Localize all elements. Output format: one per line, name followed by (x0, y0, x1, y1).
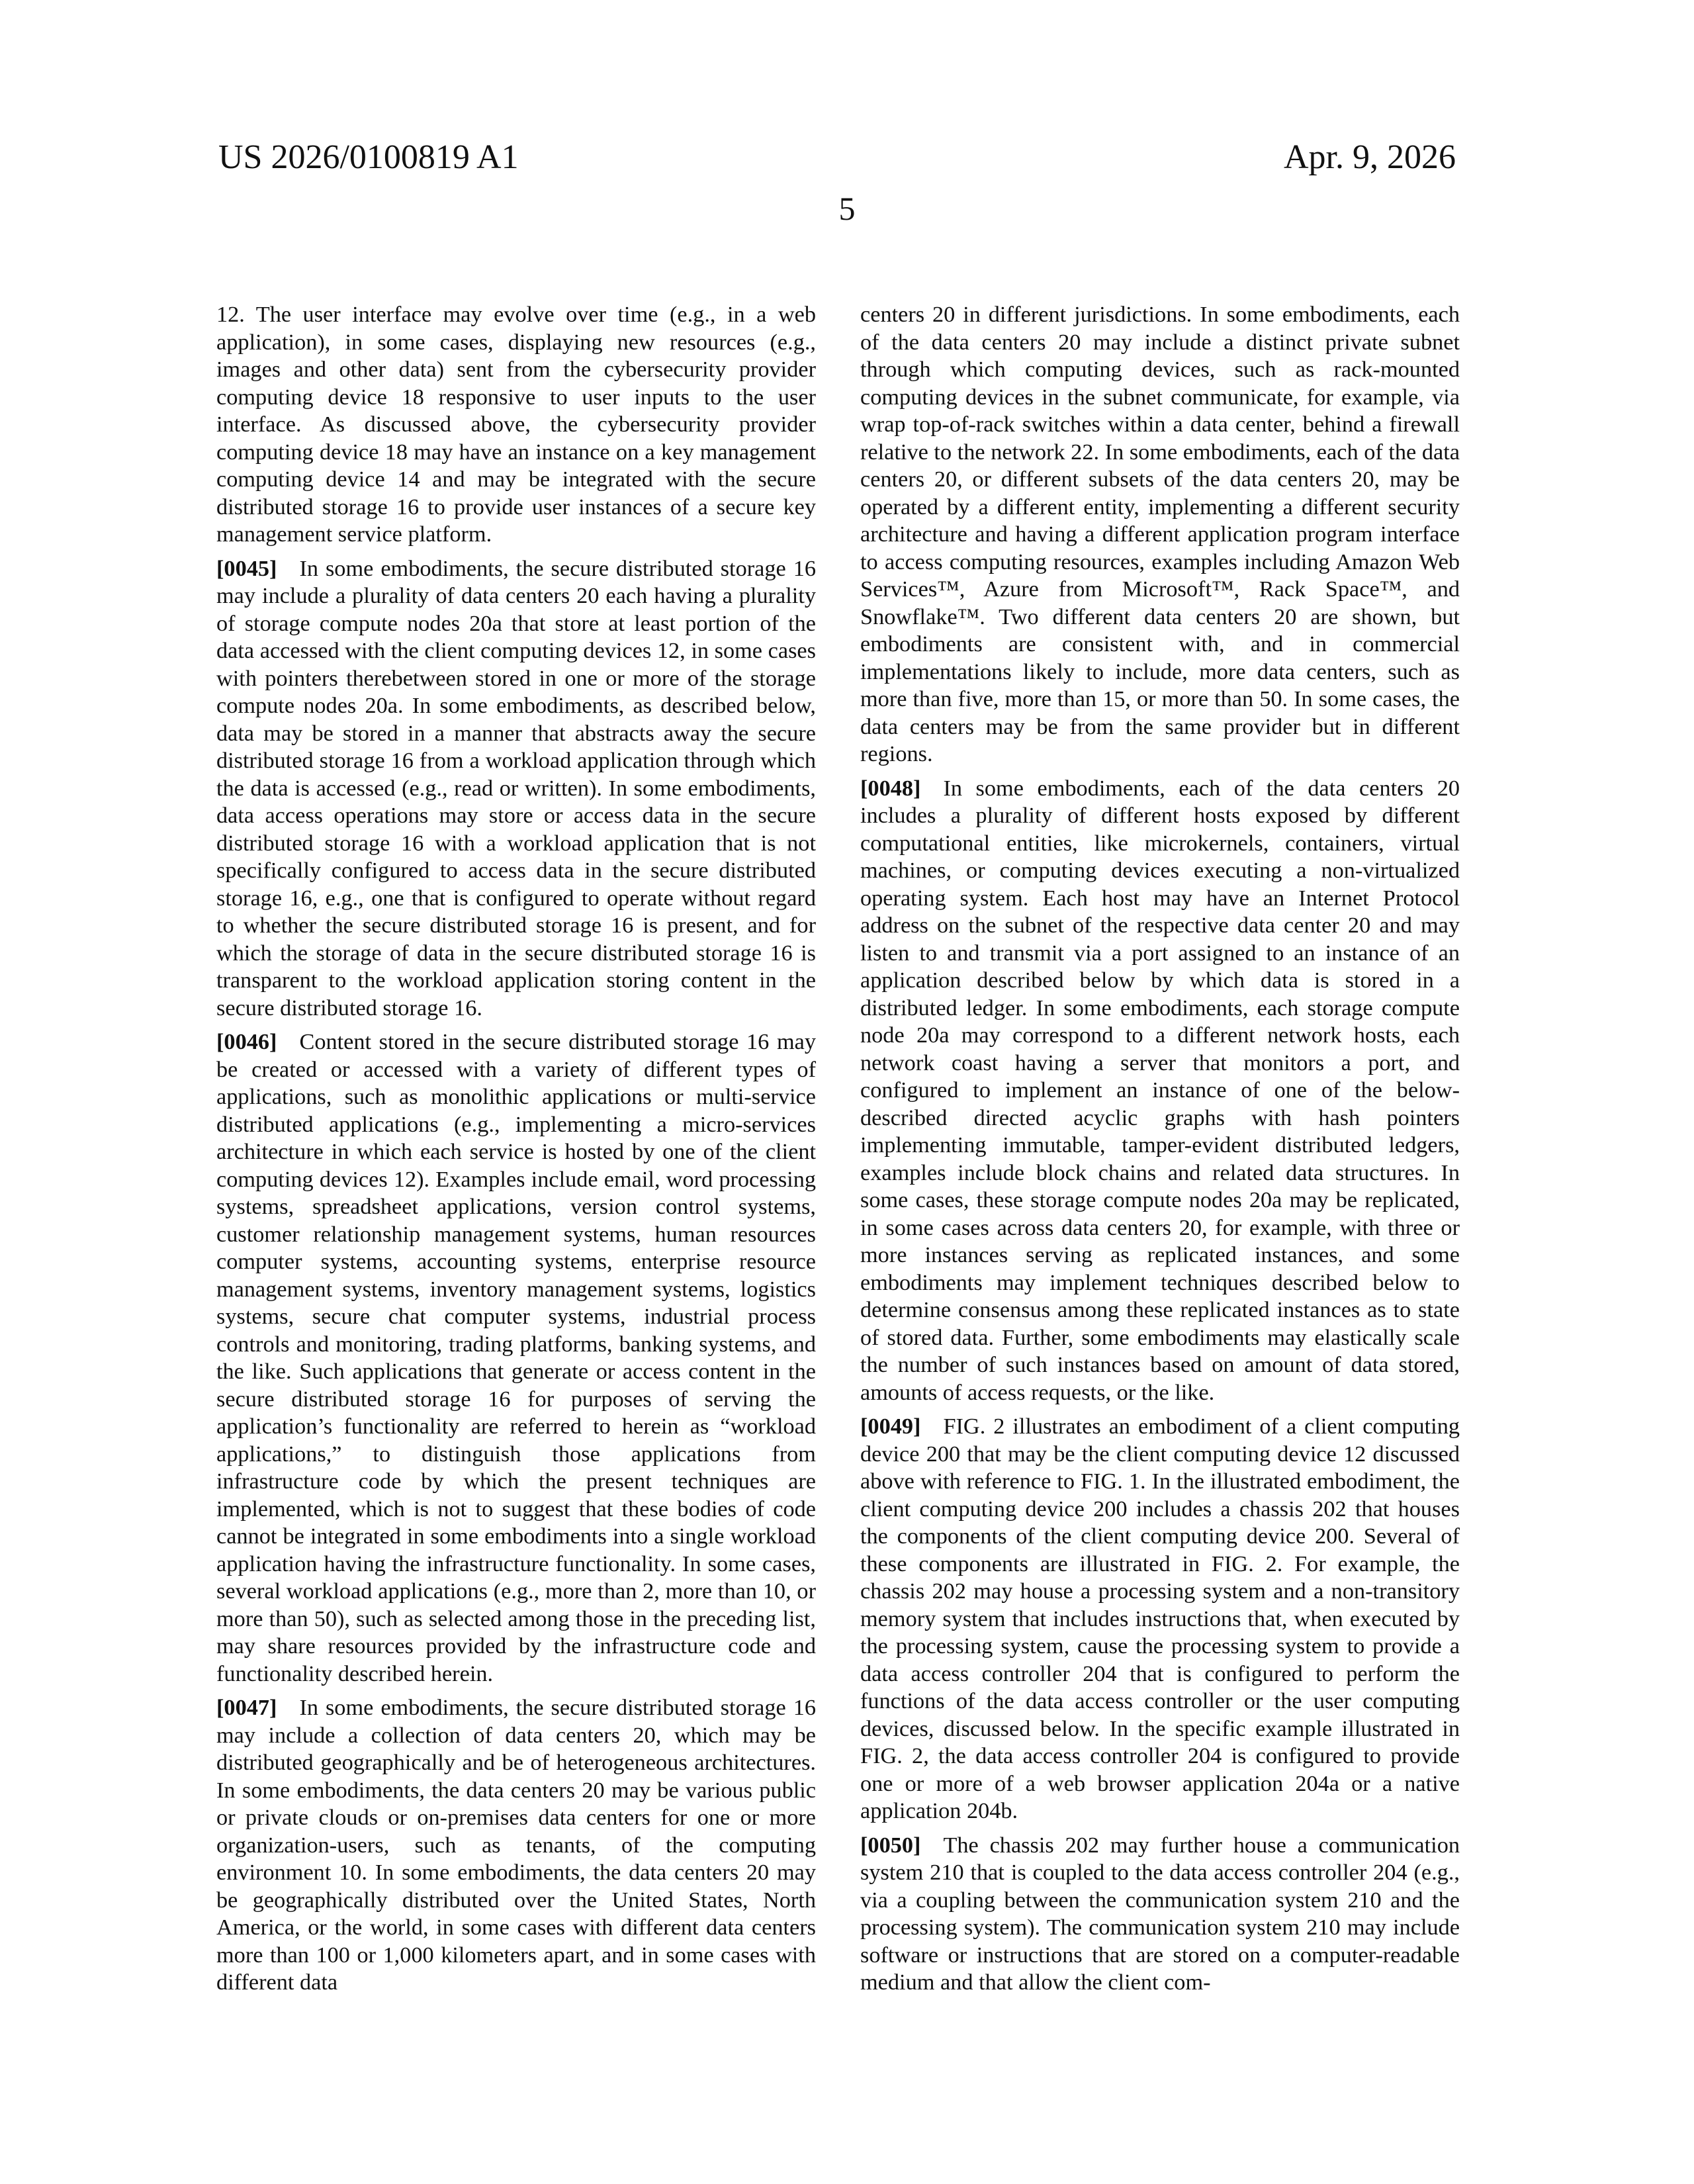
paragraph-number: [0047] (216, 1695, 277, 1720)
paragraph-0049 (860, 1413, 1460, 1825)
paragraph-number: [0046] (216, 1029, 277, 1054)
paragraph-0048 (860, 775, 1460, 1407)
paragraph-text: FIG. 2 illustrates an embodiment of a client computing device 200 that may be the client computing device 12 discussed above with reference to FIG. 1. In the illustrated embodiment, the client computing device 200 includes a chassis 202 that houses the components of the client computing device 200. Several of these components are illustrated in FIG. 2. For example, the chassis 202 may house a processing system and a non-transitory memory system that includes instructions that, when executed by the processing system, cause the processing system to provide a data access controller 204 that is configured to perform the functions of the data access controller or the user computing devices, discussed below. In the specific example illustrated in FIG. 2, the data access controller 204 is configured to provide one or more of a web browser application 204a or a native application 204b. (860, 1414, 1460, 1823)
paragraph-0047 (216, 1694, 816, 1997)
paragraph-text: Content stored in the secure distributed storage 16 may be created or accessed with a variety of different types of applications, such as monolithic applications or multi-service distributed applications (e.g., implementing a micro-services architecture in which each service is hosted by one of the client computing devices 12). Examples include email, word processing systems, spreadsheet applications, version control systems, customer relationship management systems, human resources computer systems, accounting systems, enterprise resource management systems, inventory management systems, logistics systems, secure chat computer systems, industrial process controls and monitoring, trading platforms, banking systems, and the like. Such applications that generate or access content in the secure distributed storage 16 for purposes of serving the application’s functionality are referred to herein as “workload applications,” to distinguish those applications from infrastructure code by which the present techniques are implemented, which is not to suggest that these bodies of code cannot be integrated in some embodiments into a single workload application having the infrastructure functionality. In some cases, several workload applications (e.g., more than 2, more than 10, or more than 50), such as selected among those in the preceding list, may share resources provided by the infrastructure code and functionality described herein. (216, 1029, 816, 1686)
left-column (216, 301, 816, 2003)
paragraph-text: In some embodiments, each of the data centers 20 includes a plurality of different hosts exposed by different computational entities, like microkernels, containers, virtual machines, or computing devices executing a non-virtualized operating system. Each host may have an Internet Protocol address on the subnet of the respective data center 20 and may listen to and transmit via a port assigned to an instance of an application described below by which data is stored in a distributed ledger. In some embodiments, each storage compute node 20a may correspond to a different network hosts, each network coast having a server that monitors a port, and configured to implement an instance of one of the below-described directed acyclic graphs with hash pointers implementing immutable, tamper-evident distributed ledgers, examples include block chains and related data structures. In some cases, these storage compute nodes 20a may be replicated, in some cases across data centers 20, for example, with three or more instances serving as replicated instances, and some embodiments may implement techniques described below to determine consensus among these replicated instances as to state of stored data. Further, some embodiments may elastically scale the number of such instances based on amount of data stored, amounts of access requests, or the like. (860, 775, 1460, 1405)
paragraph-continued: centers 20 in different jurisdictions. In some embodiments, each of the data centers 20 may include a distinct private subnet through which computing devices, such as rack-mounted computing devices in the subnet communicate, for example, via wrap top-of-rack switches within a data center, behind a firewall relative to the network 22. In some embodiments, each of the data centers 20, or different subsets of the data centers 20, may be operated by a different entity, implementing a different security architecture and having a different application program interface to access computing resources, examples including Amazon Web Services™, Azure from Microsoft™, Rack Space™, and Snowflake™. Two different data centers 20 are shown, but embodiments are consistent with, and in commercial implementations likely to include, more data centers, such as more than five, more than 15, or more than 50. In some cases, the data centers may be from the same provider but in different regions. (860, 302, 1460, 766)
paragraph-text: In some embodiments, the secure distributed storage 16 may include a collection of data centers 20, which may be distributed geographically and be of heterogeneous architectures. In some embodiments, the data centers 20 may be various public or private clouds or on-premises data centers for one or more organization-users, such as tenants, of the computing environment 10. In some embodiments, the data centers 20 may be geographically distributed over the United States, North America, or the world, in some cases with different data centers more than 100 or 1,000 kilometers apart, and in some cases with different data (216, 1695, 816, 1995)
paragraph-text: In some embodiments, the secure distributed storage 16 may include a plurality of data centers 20 each having a plurality of storage compute nodes 20a that store at least portion of the data accessed with the client computing devices 12, in some cases with pointers therebetween stored in one or more of the storage compute nodes 20a. In some embodiments, as described below, data may be stored in a manner that abstracts away the secure distributed storage 16 from a workload application through which the data is accessed (e.g., read or written). In some embodiments, data access operations may store or access data in the secure distributed storage 16 with a workload application that is not specifically configured to access data in the secure distributed storage 16, e.g., one that is configured to operate without regard to whether the secure distributed storage 16 is present, and for which the storage of data in the secure distributed storage 16 is transparent to the workload application storing content in the secure distributed storage 16. (216, 555, 816, 1021)
page-number: 5 (838, 190, 856, 227)
paragraph-0050 (860, 1832, 1460, 1997)
publication-number: US 2026/0100819 A1 (218, 138, 519, 176)
paragraph-0046 (216, 1028, 816, 1688)
paragraph-number: [0050] (860, 1832, 921, 1858)
paragraph-continued: 12. The user interface may evolve over time (e.g., in a web application), in some cases, displaying new resources (e.g., images and other data) sent from the cybersecurity provider computing device 18 responsive to user inputs to the user interface. As discussed above, the cybersecurity provider computing device 18 may have an instance on a key management computing device 14 and may be integrated with the secure distributed storage 16 to provide user instances of a secure key management service platform. (216, 302, 816, 547)
publication-date: Apr. 9, 2026 (1284, 138, 1456, 176)
paragraph-number: [0045] (216, 555, 277, 581)
right-column (860, 301, 1460, 2003)
paragraph-text: The chassis 202 may further house a communication system 210 that is coupled to the data access controller 204 (e.g., via a coupling between the communication system 210 and the processing system). The communication system 210 may include software or instructions that are stored on a computer-readable medium and that allow the client com- (860, 1832, 1460, 1995)
paragraph-number: [0048] (860, 775, 921, 801)
paragraph-number: [0049] (860, 1414, 921, 1439)
paragraph-0045 (216, 555, 816, 1023)
